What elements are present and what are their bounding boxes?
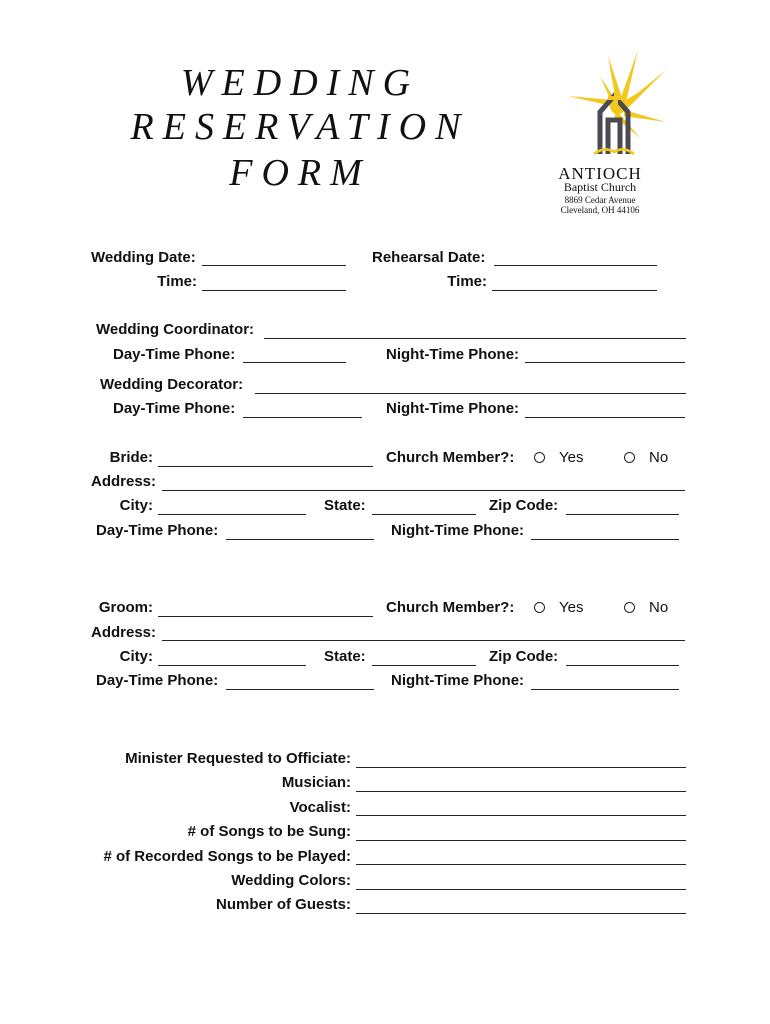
songs-recorded-label: # of Recorded Songs to be Played: [103,848,351,865]
coordinator-night-phone-label: Night-Time Phone: [386,346,520,363]
groom-address-label: Address: [91,624,157,641]
wedding-time-field[interactable] [202,290,346,291]
bride-field[interactable] [158,466,373,467]
church-logo-icon [538,46,670,166]
decorator-night-phone-label: Night-Time Phone: [386,400,520,417]
minister-field[interactable] [356,767,686,768]
groom-field[interactable] [158,616,373,617]
title-line-1: WEDDING [180,62,420,104]
bride-address-label: Address: [91,473,157,490]
rehearsal-date-field[interactable] [494,265,657,266]
groom-label: Groom: [98,599,153,616]
title-line-2: RESERVATION [130,106,470,148]
decorator-field[interactable] [255,393,686,394]
bride-member-no-label: No [649,449,669,466]
groom-day-phone-label: Day-Time Phone: [96,672,219,689]
minister-label: Minister Requested to Officiate: [125,750,351,767]
rehearsal-time-field[interactable] [492,290,657,291]
groom-zip-label: Zip Code: [489,648,559,665]
colors-field[interactable] [356,889,686,890]
groom-address-field[interactable] [162,640,685,641]
groom-city-field[interactable] [158,665,306,666]
groom-night-phone-field[interactable] [531,689,679,690]
groom-day-phone-field[interactable] [226,689,374,690]
decorator-label: Wedding Decorator: [100,376,244,393]
musician-label: Musician: [281,774,351,791]
bride-zip-label: Zip Code: [489,497,559,514]
wedding-date-field[interactable] [202,265,346,266]
coordinator-day-phone-field[interactable] [243,362,346,363]
coordinator-label: Wedding Coordinator: [96,321,255,338]
bride-night-phone-label: Night-Time Phone: [391,522,525,539]
bride-day-phone-label: Day-Time Phone: [96,522,219,539]
coordinator-day-phone-label: Day-Time Phone: [113,346,236,363]
bride-label: Bride: [109,449,153,466]
songs-recorded-field[interactable] [356,864,686,865]
vocalist-field[interactable] [356,815,686,816]
groom-night-phone-label: Night-Time Phone: [391,672,525,689]
rehearsal-date-label: Rehearsal Date: [372,249,486,266]
colors-label: Wedding Colors: [231,872,351,889]
bride-member-yes-label: Yes [559,449,584,466]
guests-label: Number of Guests: [215,896,351,913]
vocalist-label: Vocalist: [289,799,351,816]
title-line-3: FORM [229,152,371,194]
decorator-night-phone-field[interactable] [525,417,685,418]
songs-sung-field[interactable] [356,840,686,841]
decorator-day-phone-field[interactable] [243,417,362,418]
bride-state-label: State: [324,497,366,514]
decorator-day-phone-label: Day-Time Phone: [113,400,236,417]
bride-city-label: City: [119,497,153,514]
bride-member-yes-radio[interactable] [534,452,545,463]
wedding-date-label: Wedding Date: [91,249,196,266]
bride-night-phone-field[interactable] [531,539,679,540]
church-address-line2: Cleveland, OH 44106 [560,205,640,215]
church-subtitle: Baptist Church [563,180,637,194]
bride-member-no-radio[interactable] [624,452,635,463]
guests-field[interactable] [356,913,686,914]
musician-field[interactable] [356,791,686,792]
bride-city-field[interactable] [158,514,306,515]
groom-state-label: State: [324,648,366,665]
groom-city-label: City: [119,648,153,665]
groom-zip-field[interactable] [566,665,679,666]
wedding-time-label: Time: [157,273,197,290]
bride-state-field[interactable] [372,514,476,515]
bride-member-label: Church Member?: [386,449,515,466]
bride-zip-field[interactable] [566,514,679,515]
groom-member-no-radio[interactable] [624,602,635,613]
church-name: ANTIOCH [558,164,642,183]
groom-member-yes-radio[interactable] [534,602,545,613]
bride-day-phone-field[interactable] [226,539,374,540]
songs-sung-label: # of Songs to be Sung: [187,823,351,840]
groom-state-field[interactable] [372,665,476,666]
groom-member-yes-label: Yes [559,599,584,616]
rehearsal-time-label: Time: [447,273,487,290]
groom-member-label: Church Member?: [386,599,515,616]
bride-address-field[interactable] [162,490,685,491]
coordinator-field[interactable] [264,338,686,339]
groom-member-no-label: No [649,599,669,616]
coordinator-night-phone-field[interactable] [525,362,685,363]
church-address-line1: 8869 Cedar Avenue [564,195,636,205]
